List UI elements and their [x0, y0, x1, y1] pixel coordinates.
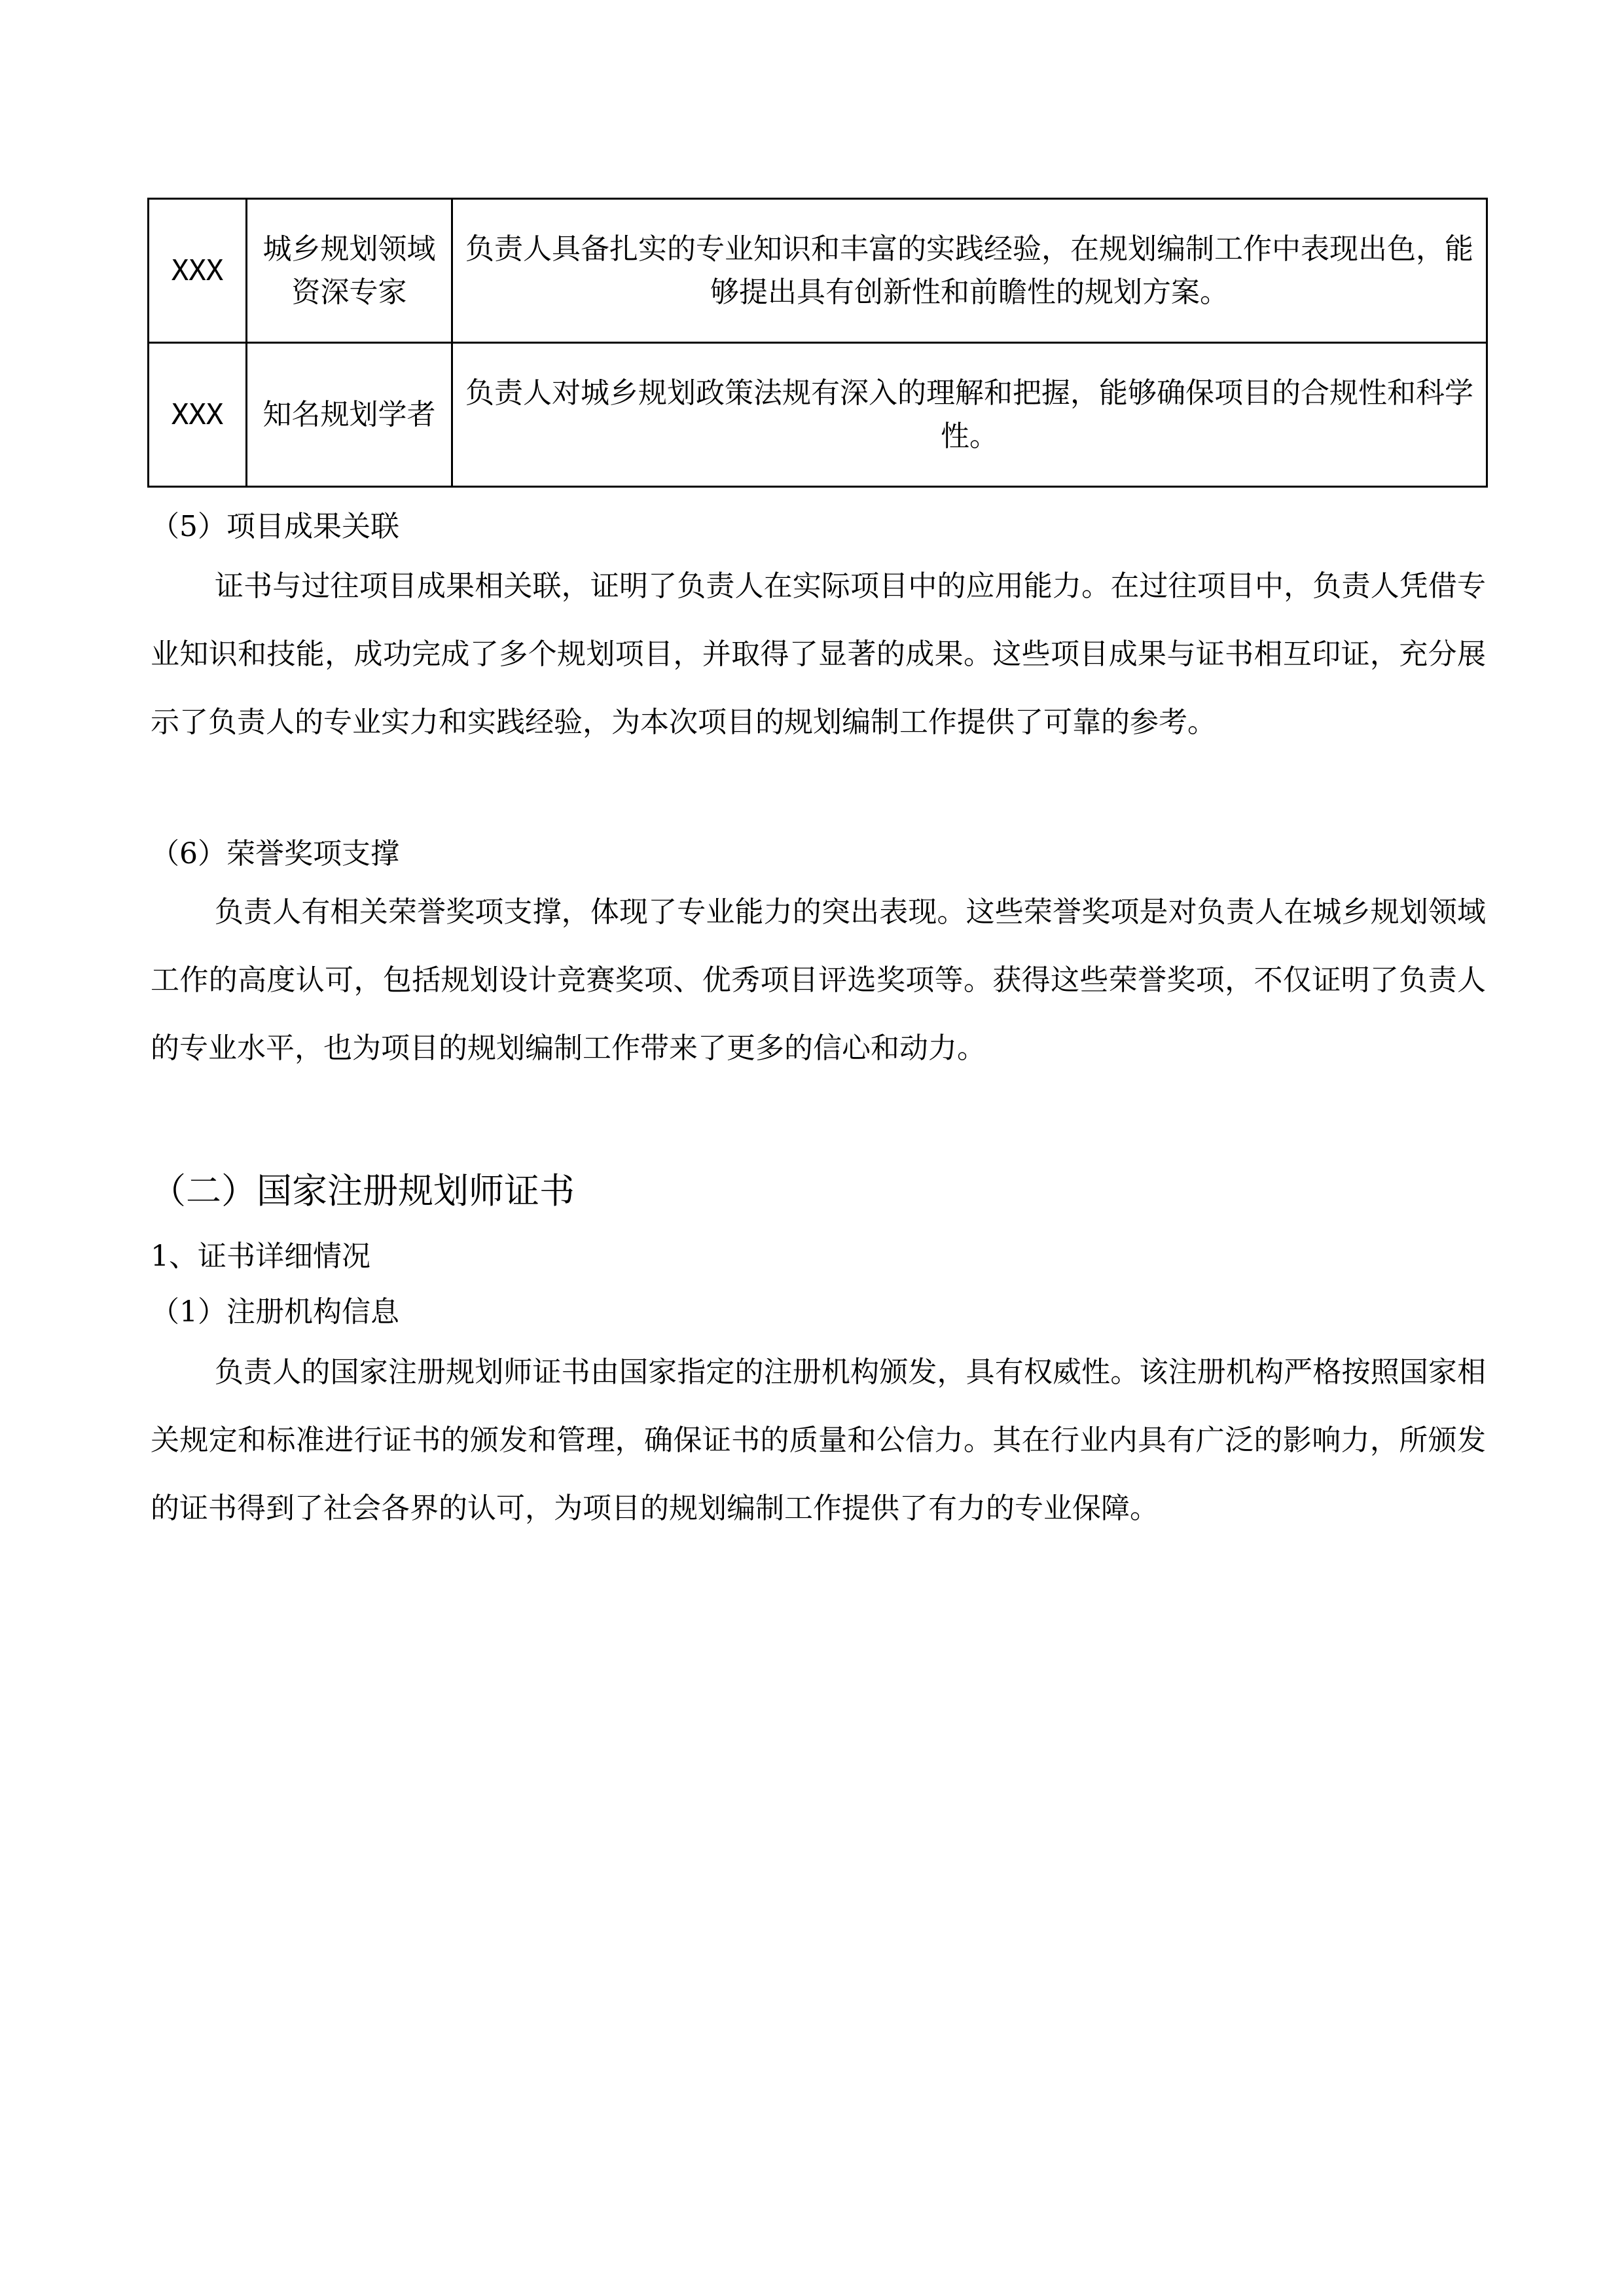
section-5-paragraph: 证书与过往项目成果相关联，证明了负责人在实际项目中的应用能力。在过往项目中，负责人凭借专业知识和技能，成功完成了多个规划项目，并取得了显著的成果。这些项目成果与证书相互印证，充分展示了负责人的专业实力和实践经验，为本次项目的规划编制工作提供了可靠的参考。 — [151, 569, 1486, 739]
expert-desc-cell: 负责人具备扎实的专业知识和丰富的实践经验，在规划编制工作中表现出色，能够提出具有创新性和前瞻性的规划方案。 — [452, 199, 1487, 343]
table-row — [149, 199, 1487, 343]
section-5-heading: （5）项目成果关联 — [151, 510, 399, 543]
section-6-heading: （6）荣誉奖项支撑 — [151, 837, 399, 870]
part-2-heading: （二）国家注册规划师证书 — [151, 1170, 575, 1211]
section-6-paragraph: 负责人有相关荣誉奖项支撑，体现了专业能力的突出表现。这些荣誉奖项是对负责人在城乡规划领域工作的高度认可，包括规划设计竞赛奖项、优秀项目评选奖项等。获得这些荣誉奖项，不仅证明了负责人的专业水平，也为项目的规划编制工作带来了更多的信心和动力。 — [151, 895, 1486, 1065]
expert-table — [147, 198, 1488, 488]
expert-name-cell: XXX — [149, 343, 247, 487]
expert-name-cell: XXX — [149, 199, 247, 343]
expert-title-cell: 城乡规划领域资深专家 — [247, 199, 452, 343]
subheading-1: 1、证书详细情况 — [151, 1240, 370, 1273]
subheading-1-1: （1）注册机构信息 — [151, 1295, 399, 1329]
expert-desc-cell: 负责人对城乡规划政策法规有深入的理解和把握，能够确保项目的合规性和科学性。 — [452, 343, 1487, 487]
expert-title-cell: 知名规划学者 — [247, 343, 452, 487]
part-2-paragraph: 负责人的国家注册规划师证书由国家指定的注册机构颁发，具有权威性。该注册机构严格按照国家相关规定和标准进行证书的颁发和管理，确保证书的质量和公信力。其在行业内具有广泛的影响力，所颁发的证书得到了社会各界的认可，为项目的规划编制工作提供了有力的专业保障。 — [151, 1355, 1486, 1525]
table-row — [149, 343, 1487, 487]
